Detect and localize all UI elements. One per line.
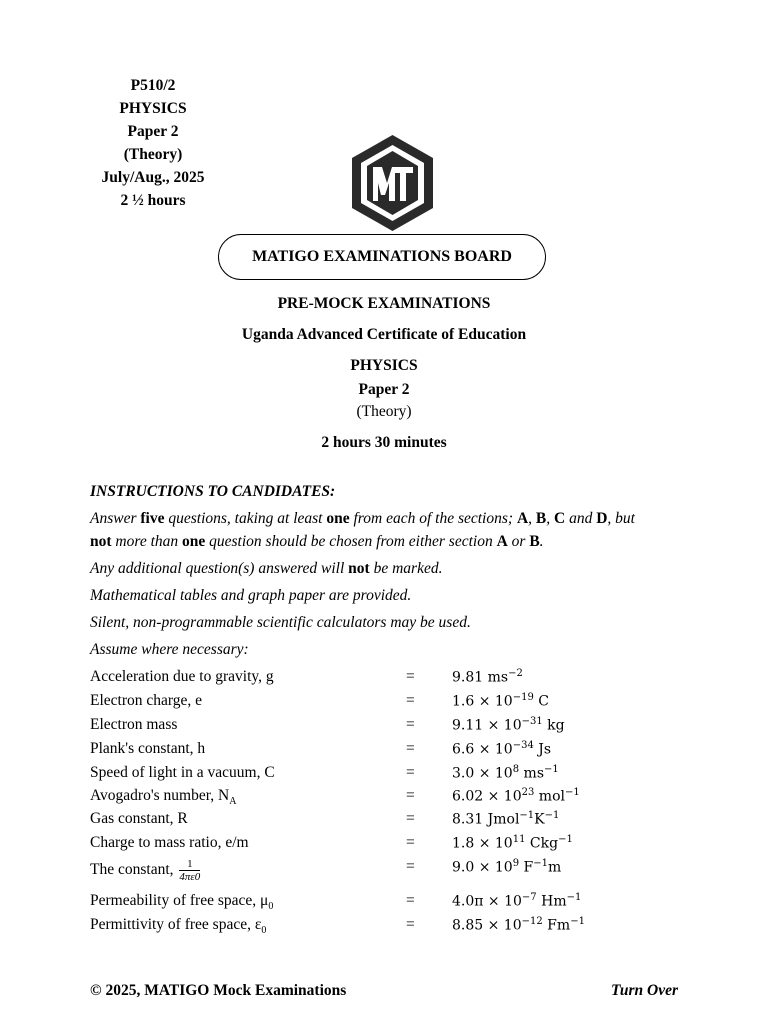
value-unit: kg [542, 717, 565, 734]
value-mantissa: 1.8 × 10 [452, 835, 513, 852]
value-exponent: 9 [512, 858, 520, 869]
unit-exponent: −1 [565, 787, 580, 798]
constant-equals: = [406, 787, 415, 804]
value-unit: Hm [536, 893, 567, 910]
instruction-line-2: not more than one question should be chosen from either section A or B. [90, 533, 544, 550]
constant-label-text: Plank's constant, h [90, 740, 206, 757]
constant-value [452, 764, 559, 782]
paper-duration: 2 ½ hours [120, 192, 186, 209]
constant-label [90, 764, 275, 782]
value-mantissa: 4.0π × 10 [452, 893, 522, 910]
value-exponent: −7 [521, 892, 537, 903]
paper-date: July/Aug., 2025 [101, 169, 205, 186]
constant-value [452, 787, 580, 805]
instruction-line-1: Answer five questions, taking at least one from each of the sections; A, B, C and D, but [90, 510, 635, 527]
value-exponent: −1 [519, 810, 535, 821]
constant-value [452, 834, 573, 852]
value-unit: Fm [542, 917, 571, 934]
constant-label-subscript: A [229, 796, 237, 808]
constant-row [90, 764, 690, 788]
instruction-line-3: Any additional question(s) answered will not be marked. [90, 560, 443, 577]
constant-value [452, 916, 585, 934]
constant-equals: = [406, 740, 415, 757]
value-mantissa: 8.31 Jmol [452, 811, 520, 828]
constant-row [90, 740, 690, 764]
constant-label [90, 692, 202, 710]
constant-label-subscript: 0 [261, 925, 267, 937]
unit-exponent: −1 [566, 892, 582, 903]
constant-value [452, 716, 565, 734]
constant-row [90, 668, 690, 692]
unit-exponent: −1 [558, 834, 573, 845]
constant-label [90, 810, 188, 828]
constant-label [90, 834, 249, 852]
value-unit: C [533, 693, 549, 710]
constant-value [452, 810, 559, 828]
value-exponent: −19 [512, 692, 534, 703]
constant-equals: = [406, 810, 415, 827]
constant-value [452, 668, 523, 686]
value-exponent: −31 [521, 716, 543, 727]
constant-row [90, 858, 690, 882]
value-unit: K [534, 811, 545, 828]
unit-exponent: −1 [544, 764, 559, 775]
constant-label [90, 668, 274, 686]
unit-exponent: −1 [544, 810, 560, 821]
constant-label-text: Permittivity of free space, ε [90, 916, 262, 933]
exam-title: PRE-MOCK EXAMINATIONS [277, 295, 491, 312]
hexagon-mt-logo [349, 133, 436, 233]
value-exponent: 23 [521, 787, 535, 798]
constant-label [90, 892, 273, 912]
constant-label-text: Electron mass [90, 716, 178, 733]
constant-label-text: Charge to mass ratio, e/m [90, 834, 249, 851]
constant-value [452, 858, 561, 876]
value-exponent: −34 [512, 740, 534, 751]
value-mantissa: 9.11 × 10 [452, 717, 522, 734]
exam-type: (Theory) [356, 403, 412, 420]
instructions-heading: INSTRUCTIONS TO CANDIDATES: [90, 483, 336, 500]
constant-row [90, 892, 690, 916]
exam-certificate: Uganda Advanced Certificate of Education [241, 326, 527, 343]
value-unit: Js [533, 741, 552, 758]
constant-label-text: Avogadro's number, N [90, 787, 230, 804]
constant-label [90, 787, 236, 807]
value-mantissa: 3.0 × 10 [452, 765, 513, 782]
unit-exponent: −1 [570, 916, 585, 927]
constant-row [90, 916, 690, 940]
value-exponent: 8 [512, 764, 520, 775]
paper-code: P510/2 [130, 77, 176, 94]
constant-label-text: Electron charge, e [90, 692, 203, 709]
value-exponent: 11 [512, 834, 526, 845]
unit-exponent: −1 [533, 858, 549, 869]
constant-label-text: Permeability of free space, μ [90, 892, 269, 909]
value-mantissa: 9.81 ms [452, 669, 509, 686]
constant-value [452, 740, 551, 758]
copyright-footer: © 2025, MATIGO Mock Examinations [90, 982, 347, 999]
value-unit: mol [534, 788, 565, 805]
constant-equals: = [406, 916, 415, 933]
constant-equals: = [406, 668, 415, 685]
exam-paper: Paper 2 [358, 381, 410, 398]
constant-equals: = [406, 858, 415, 875]
board-title: MATIGO EXAMINATIONS BOARD [218, 234, 546, 280]
constant-equals: = [406, 892, 415, 909]
constant-equals: = [406, 716, 415, 733]
constant-label-subscript: 0 [268, 901, 274, 913]
constant-row [90, 810, 690, 834]
value-mantissa: 6.02 × 10 [452, 788, 522, 805]
value-unit: F [519, 859, 534, 876]
value-unit: ms [519, 765, 545, 782]
constant-label-text: Acceleration due to gravity, g [90, 668, 274, 685]
value-exponent: −2 [508, 668, 523, 679]
paper-type: (Theory) [123, 146, 183, 163]
constant-equals: = [406, 692, 415, 709]
value-unit: Ckg [525, 835, 559, 852]
instruction-line-4: Mathematical tables and graph paper are provided. [90, 587, 412, 604]
paper-subject: PHYSICS [119, 100, 187, 117]
constant-label [90, 916, 266, 936]
constant-row [90, 787, 690, 811]
constant-fraction [179, 858, 200, 883]
value-mantissa: 9.0 × 10 [452, 859, 513, 876]
paper-number: Paper 2 [127, 123, 179, 140]
constant-row [90, 834, 690, 858]
constant-label [90, 716, 177, 734]
paper-header [98, 74, 208, 212]
constant-value [452, 892, 581, 910]
turn-over-footer: Turn Over [610, 982, 678, 999]
constant-row [90, 692, 690, 716]
value-mantissa: 6.6 × 10 [452, 741, 513, 758]
constant-label [90, 858, 200, 883]
constant-row [90, 716, 690, 740]
exam-subject: PHYSICS [350, 357, 418, 374]
constant-label-text: Speed of light in a vacuum, C [90, 764, 275, 781]
constant-label-text: The constant, [90, 861, 178, 879]
exam-time: 2 hours 30 minutes [321, 434, 447, 451]
constant-value [452, 692, 549, 710]
constant-label [90, 740, 205, 758]
constant-equals: = [406, 834, 415, 851]
instruction-line-6: Assume where necessary: [90, 641, 249, 658]
fraction-numerator: 1 [179, 858, 200, 871]
instruction-line-5: Silent, non-programmable scientific calculators may be used. [90, 614, 471, 631]
value-mantissa: 1.6 × 10 [452, 693, 513, 710]
value-exponent: −12 [521, 916, 543, 927]
value-unit-2: m [548, 859, 562, 876]
constant-label-text: Gas constant, R [90, 810, 188, 827]
constant-equals: = [406, 764, 415, 781]
fraction-denominator: 4πε0 [179, 871, 201, 883]
value-mantissa: 8.85 × 10 [452, 917, 522, 934]
